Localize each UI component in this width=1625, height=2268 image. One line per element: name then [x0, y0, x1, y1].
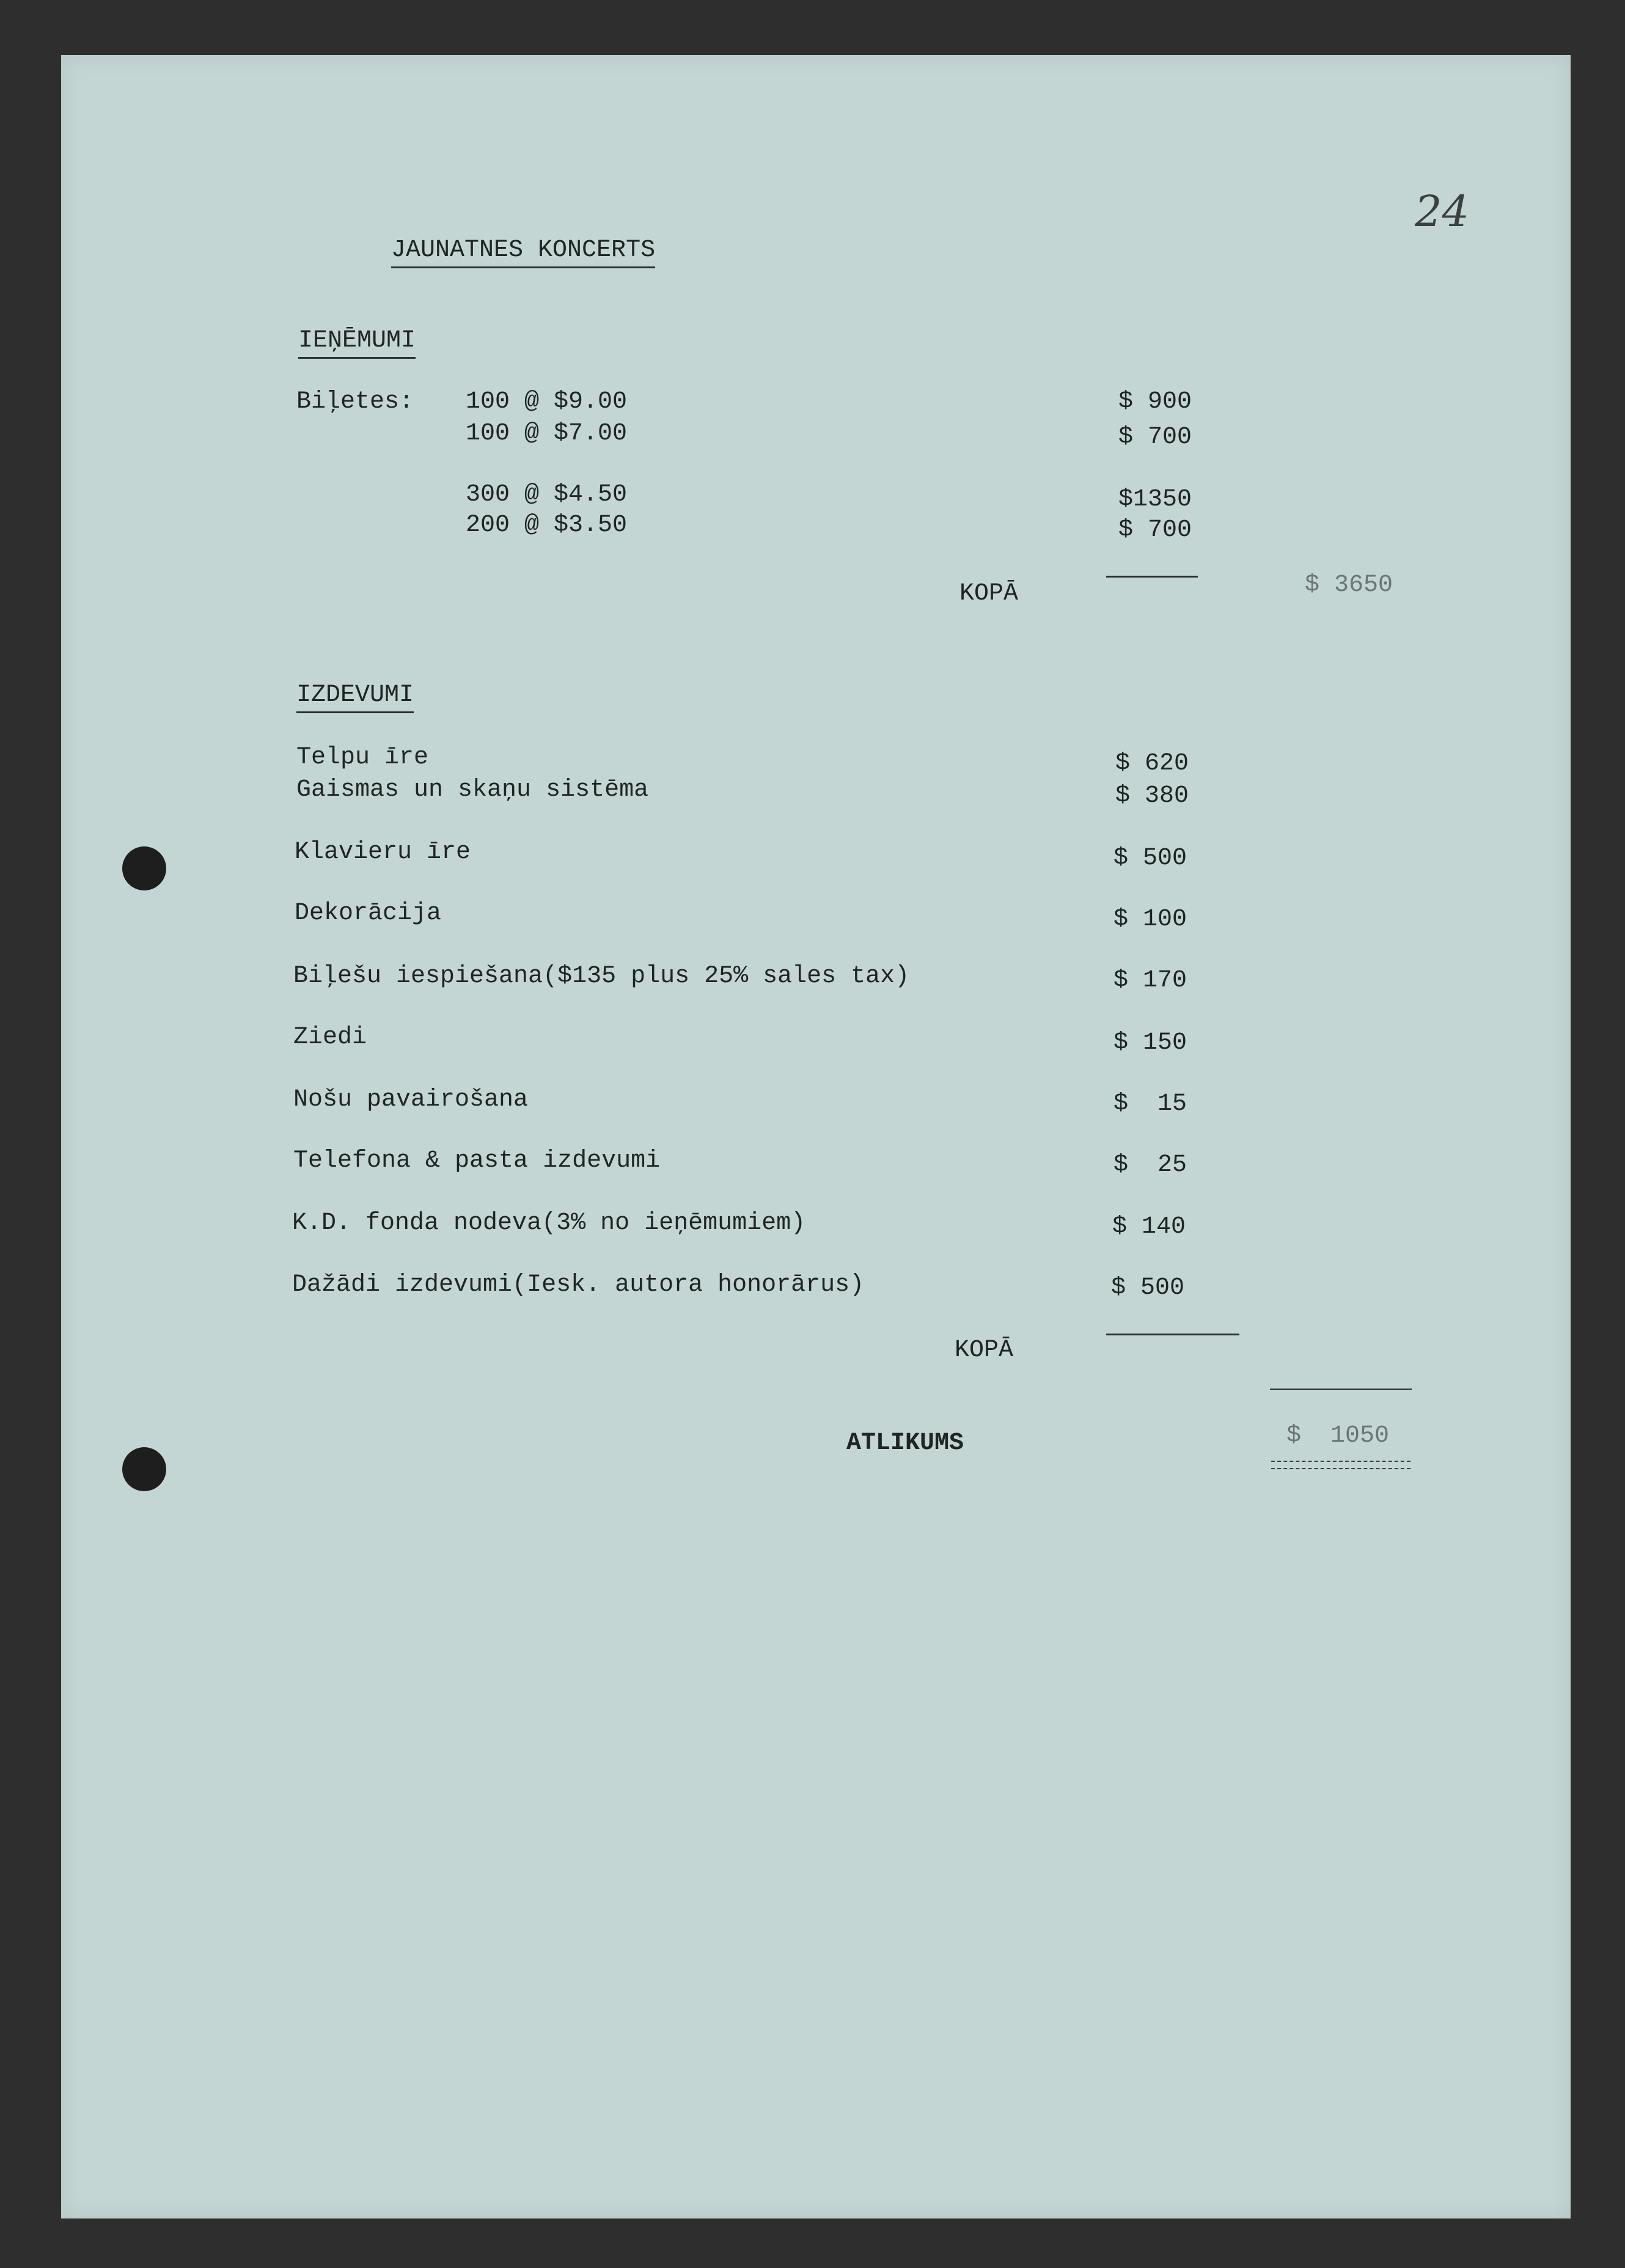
- balance-value: $ 1050: [1286, 1422, 1390, 1450]
- expenses-heading: IZDEVUMI: [296, 683, 414, 713]
- ticket-row-4-amount: $ 700: [1118, 516, 1192, 544]
- expense-2-label: Gaismas un skaņu sistēma: [296, 776, 649, 804]
- expense-10-label: Dažādi izdevumi(Iesk. autora honorārus): [292, 1271, 865, 1299]
- ticket-row-3-qty: 300 @ $4.50: [466, 481, 628, 508]
- expense-3-label: Klavieru īre: [295, 839, 471, 866]
- balance-double-rule: [1271, 1461, 1410, 1469]
- expense-4-amount: $ 100: [1113, 906, 1187, 933]
- expense-5-label: Biļešu iespiešana($135 plus 25% sales tax): [293, 963, 910, 990]
- expense-6-label: Ziedi: [293, 1024, 367, 1051]
- income-heading: IEŅĒMUMI: [298, 329, 416, 359]
- expenses-sum-rule: [1106, 1334, 1239, 1335]
- expense-1-amount: $ 620: [1115, 750, 1189, 777]
- expense-4-label: Dekorācija: [295, 900, 442, 927]
- ticket-row-1-qty: 100 @ $9.00: [466, 388, 628, 416]
- expense-7-amount: $ 15: [1113, 1090, 1187, 1118]
- expense-2-amount: $ 380: [1115, 782, 1189, 810]
- tickets-label: Biļetes:: [296, 388, 414, 416]
- expense-8-label: Telefona & pasta izdevumi: [293, 1147, 661, 1175]
- ticket-row-1-amount: $ 900: [1118, 388, 1192, 416]
- punch-hole-upper: [122, 846, 166, 890]
- expense-8-amount: $ 25: [1113, 1151, 1187, 1179]
- page-number: 24: [1415, 186, 1470, 237]
- document-title: JAUNATNES KONCERTS: [391, 238, 655, 268]
- expense-7-label: Nošu pavairošana: [293, 1086, 529, 1114]
- punch-hole-lower: [122, 1447, 166, 1491]
- ticket-row-2-amount: $ 700: [1118, 424, 1192, 451]
- expense-5-amount: $ 170: [1113, 967, 1187, 994]
- income-sum-rule: [1106, 576, 1198, 578]
- expense-1-label: Telpu īre: [296, 744, 429, 771]
- income-total-value: $ 3650: [1305, 571, 1393, 599]
- ticket-row-3-amount: $1350: [1118, 486, 1192, 513]
- expense-9-label: K.D. fonda nodeva(3% no ieņēmumiem): [292, 1209, 806, 1237]
- income-total-label: KOPĀ: [959, 580, 1019, 607]
- ticket-row-2-qty: 100 @ $7.00: [466, 420, 628, 447]
- balance-top-rule: [1270, 1389, 1412, 1390]
- expense-10-amount: $ 500: [1111, 1274, 1185, 1302]
- ticket-row-4-qty: 200 @ $3.50: [466, 512, 628, 539]
- expense-9-amount: $ 140: [1112, 1213, 1186, 1241]
- expense-3-amount: $ 500: [1113, 845, 1187, 872]
- expense-6-amount: $ 150: [1113, 1029, 1187, 1057]
- document-page: [61, 55, 1571, 2218]
- balance-label: ATLIKUMS: [846, 1429, 964, 1457]
- expenses-total-label: KOPĀ: [955, 1337, 1014, 1364]
